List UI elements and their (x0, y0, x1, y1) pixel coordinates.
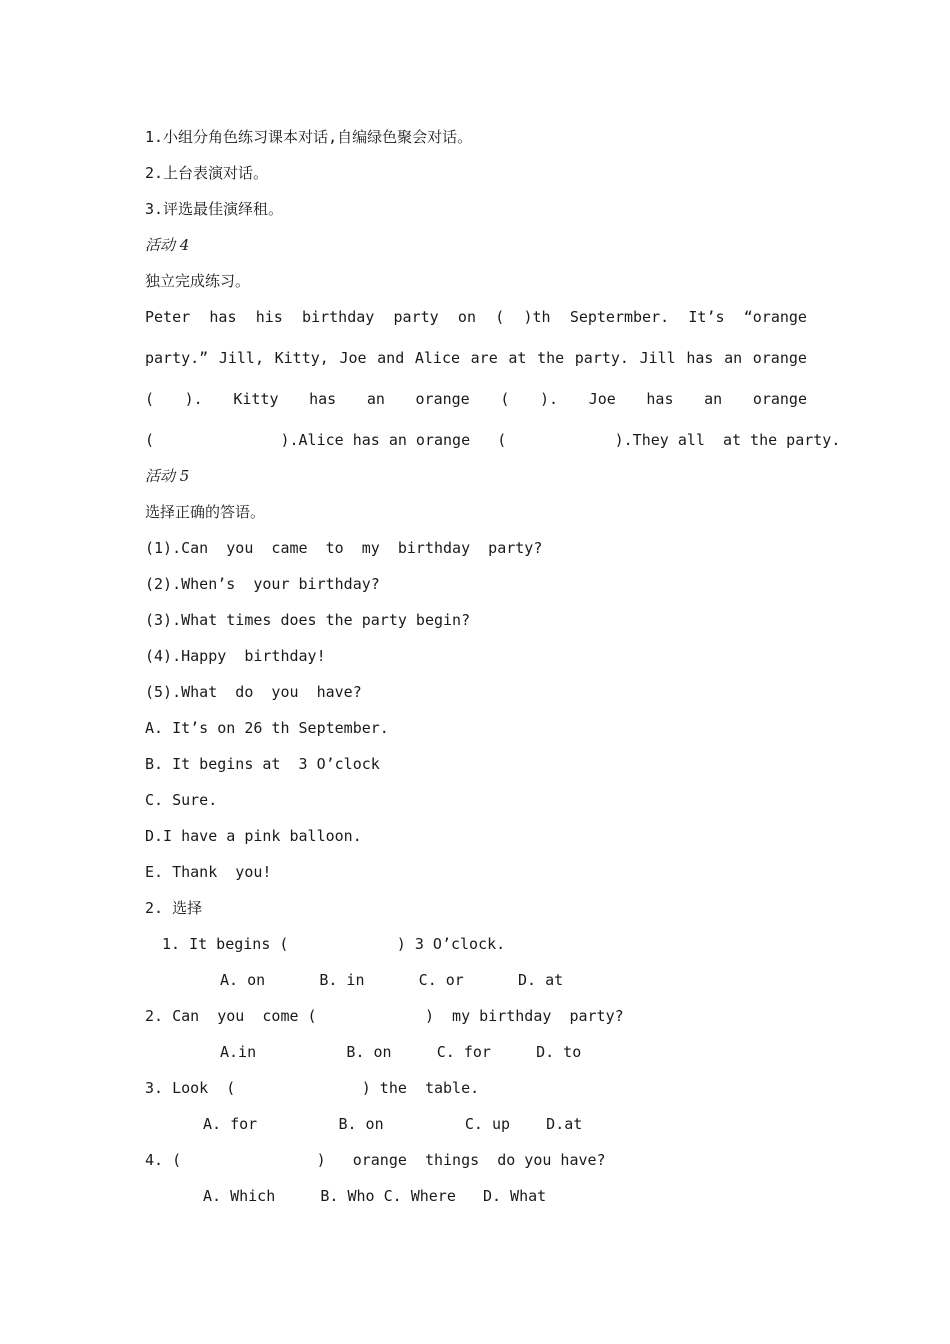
activity5-instruction: 选择正确的答语。 (145, 503, 266, 521)
passage-word: Joe (339, 349, 367, 367)
passage-word: “orange (743, 308, 807, 326)
passage-word: and (377, 349, 405, 367)
passage-word: ). (540, 390, 559, 408)
passage-word: )th (523, 308, 551, 326)
answer-d: D.I have a pink balloon. (145, 827, 362, 845)
passage-line-1 (145, 307, 807, 327)
passage-word: an (704, 390, 723, 408)
choice-options-4: A. Which B. Who C. Where D. What (203, 1187, 547, 1205)
answer-e: E. Thank you! (145, 863, 272, 881)
passage-word: has (209, 308, 237, 326)
activity4-heading: 活动 4 (145, 236, 190, 254)
activity3-step-3: 3.评选最佳演绎租。 (145, 200, 284, 218)
passage-word: ( (145, 390, 155, 408)
passage-word: orange (752, 390, 807, 408)
passage-line-3 (145, 389, 807, 409)
passage-word: has (646, 390, 674, 408)
choice-question-1: 1. It begins ( ) 3 O’clock. (162, 935, 506, 953)
passage-word: Peter (145, 308, 191, 326)
activity3-step-1: 1.小组分角色练习课本对话,自编绿色聚会对话。 (145, 128, 473, 146)
passage-word: orange (752, 349, 807, 367)
activity4-instruction: 独立完成练习。 (145, 272, 251, 290)
passage-word: party (393, 308, 439, 326)
passage-word: It’s (688, 308, 725, 326)
activity5-heading: 活动 5 (145, 467, 190, 485)
passage-word: Alice (414, 349, 461, 367)
activity3-step-2: 2.上台表演对话。 (145, 164, 269, 182)
choice-options-1: A. on B. in C. or D. at (220, 971, 564, 989)
answer-b: B. It begins at 3 O’clock (145, 755, 380, 773)
passage-word: birthday (302, 308, 375, 326)
passage-word: an (366, 390, 385, 408)
passage-word: an (724, 349, 743, 367)
passage-word: Septermber. (569, 308, 670, 326)
question-1: (1).Can you came to my birthday party? (145, 539, 543, 557)
choice-options-3: A. for B. on C. up D.at (203, 1115, 583, 1133)
passage-word: has (309, 390, 337, 408)
passage-word: has (686, 349, 714, 367)
passage-word: Jill (639, 349, 676, 367)
question-4: (4).Happy birthday! (145, 647, 326, 665)
passage-word: ( (495, 308, 505, 326)
passage-word: on (457, 308, 476, 326)
question-3: (3).What times does the party begin? (145, 611, 471, 629)
passage-word: ). (184, 390, 203, 408)
passage-word: party. (574, 349, 629, 367)
passage-word: ( (500, 390, 510, 408)
passage-line-4: ( ).Alice has an orange ( ).They all at the party. (145, 431, 841, 449)
passage-word: at (508, 349, 527, 367)
choice-question-2: 2. Can you come ( ) my birthday party? (145, 1007, 624, 1025)
choice-question-3: 3. Look ( ) the table. (145, 1079, 480, 1097)
choice-options-2: A.in B. on C. for D. to (220, 1043, 582, 1061)
passage-line-2 (145, 348, 807, 368)
answer-a: A. It’s on 26 th September. (145, 719, 389, 737)
passage-word: Kitty, (274, 349, 329, 367)
passage-word: his (255, 308, 283, 326)
question-5: (5).What do you have? (145, 683, 362, 701)
choice-question-4: 4. ( ) orange things do you have? (145, 1151, 606, 1169)
passage-word: Joe (588, 390, 616, 408)
answer-c: C. Sure. (145, 791, 218, 809)
passage-word: Kitty (233, 390, 279, 408)
passage-word: the (537, 349, 565, 367)
passage-word: are (470, 349, 498, 367)
passage-word: orange (415, 390, 470, 408)
section2-heading: 2. 选择 (145, 899, 203, 917)
question-2: (2).When’s your birthday? (145, 575, 380, 593)
passage-word: party.” (145, 349, 209, 367)
passage-word: Jill, (218, 349, 264, 367)
